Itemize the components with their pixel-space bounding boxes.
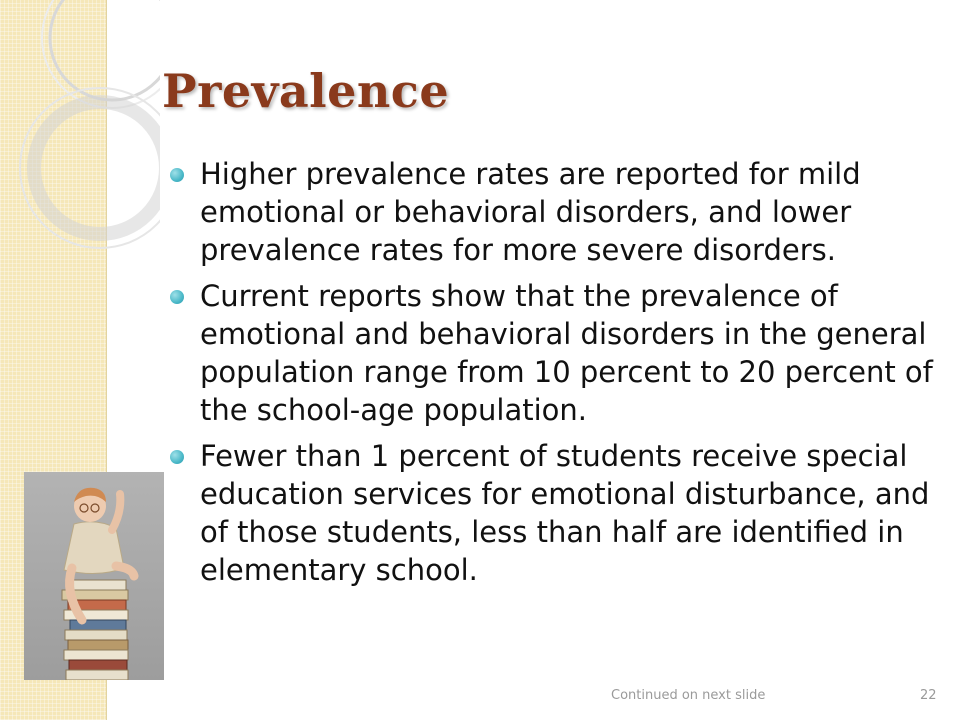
bullet-item: [170, 277, 940, 429]
bullet-text: Fewer than 1 percent of students receive special education services for emotional disturbance, and of those students, less than half are identified in elementary school.: [200, 439, 930, 587]
bullet-item: [170, 155, 940, 269]
slide-title: Prevalence: [162, 64, 450, 118]
bullet-dot-icon: [170, 450, 184, 464]
decorative-circles: [0, 0, 160, 260]
bullet-text: Higher prevalence rates are reported for mild emotional or behavioral disorders, and lower prevalence rates for more severe disorders.: [200, 157, 861, 267]
bullet-dot-icon: [170, 168, 184, 182]
bullet-text: Current reports show that the prevalence of emotional and behavioral disorders in the general population range from 10 percent to 20 percent of the school-age population.: [200, 279, 933, 427]
page-number: 22: [920, 688, 937, 703]
child-on-books-photo: [24, 472, 164, 680]
continued-note: Continued on next slide: [611, 688, 766, 703]
child-on-books-illustration: [24, 472, 164, 680]
bullet-list: [170, 155, 940, 597]
bullet-item: [170, 437, 940, 589]
bullet-dot-icon: [170, 290, 184, 304]
